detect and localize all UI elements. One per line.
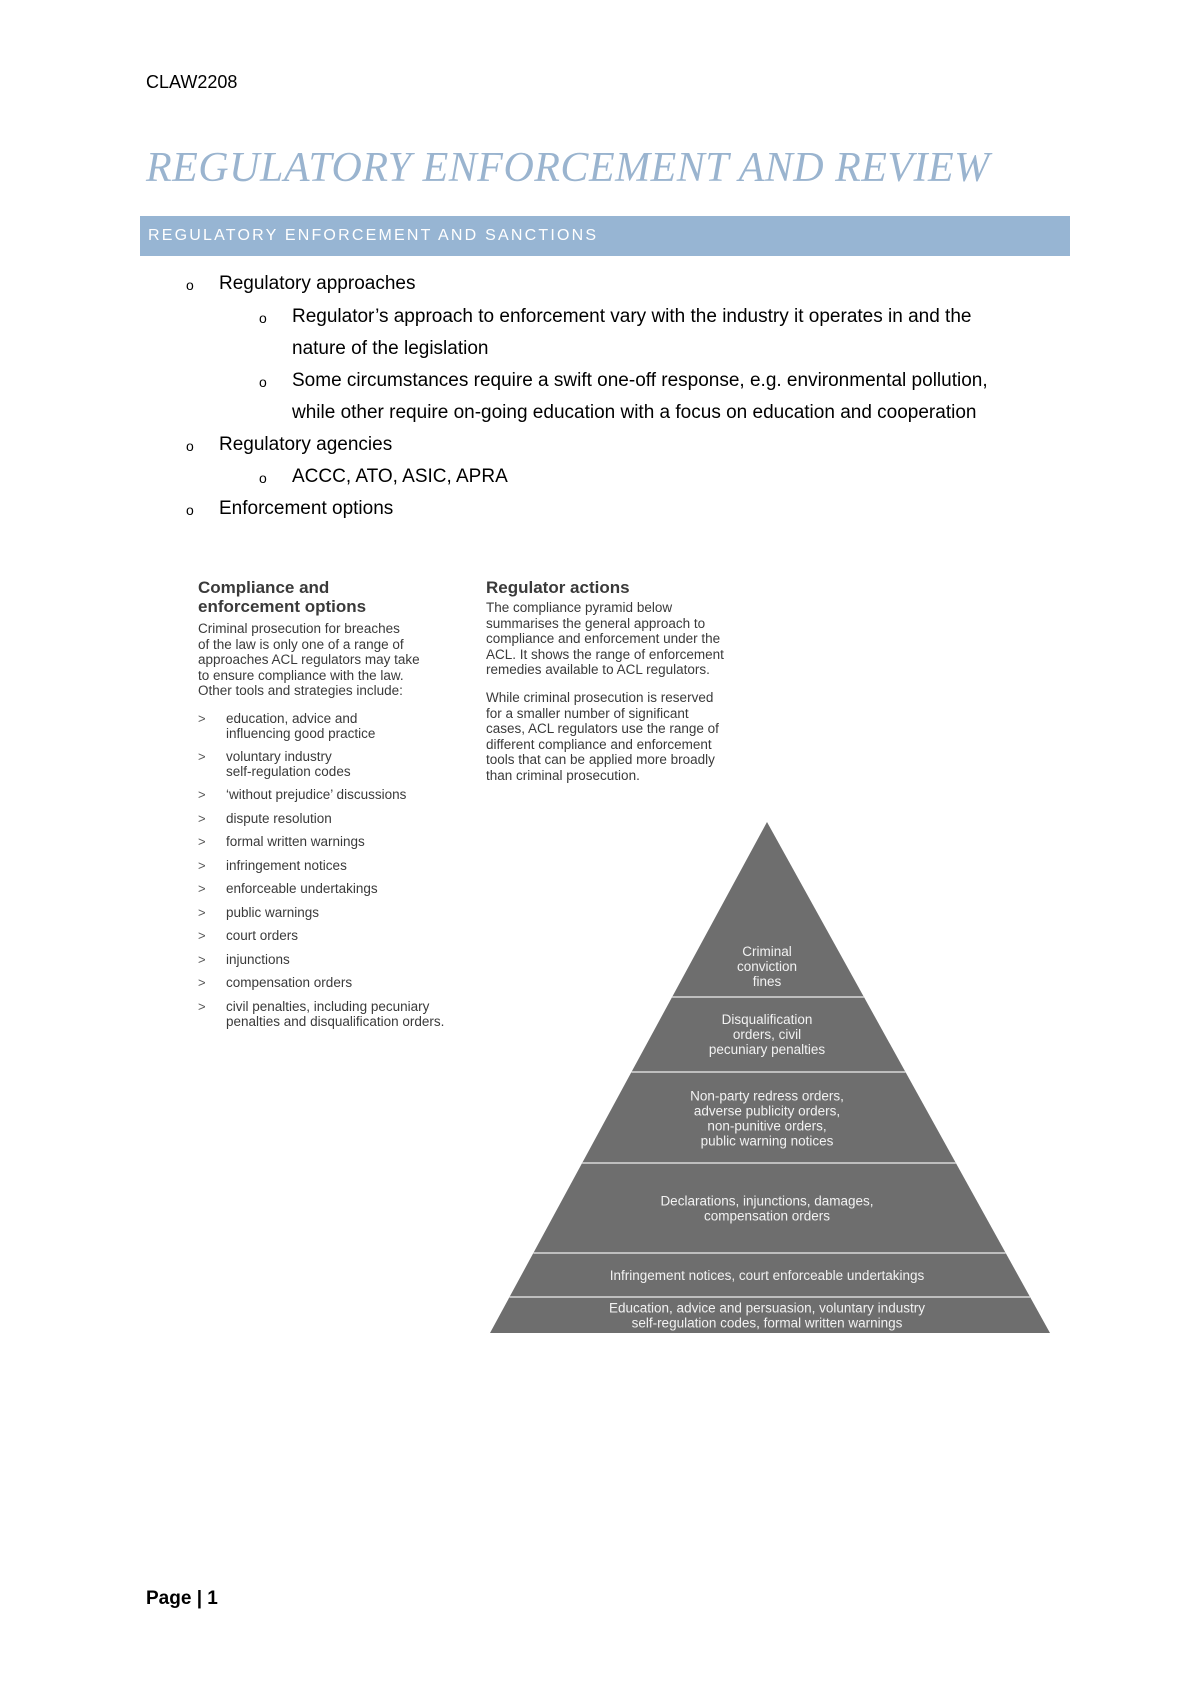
figure-right-para2-line: different compliance and enforcement <box>486 736 712 752</box>
sub-bullet-circumstances-line2: while other require on-going education with a focus on education and cooperation <box>292 402 977 423</box>
figure-left-intro-line: of the law is only one of a range of <box>198 636 404 652</box>
pyramid-level-label: Infringement notices, court enforceable undertakings <box>609 1268 925 1283</box>
option-item: court orders <box>226 928 299 943</box>
bullet-enforcement-options: Enforcement options <box>219 498 394 519</box>
option-item: influencing good practice <box>226 726 376 741</box>
option-item: formal written warnings <box>226 834 365 849</box>
option-item: infringement notices <box>226 857 347 873</box>
figure-right-para1-line: The compliance pyramid below <box>486 600 673 615</box>
option-arrow: > <box>198 881 206 896</box>
option-item: ‘without prejudice’ discussions <box>226 787 407 802</box>
option-arrow: > <box>198 975 206 990</box>
course-code: CLAW2208 <box>146 72 238 92</box>
figure-left-intro-line: Criminal prosecution for breaches <box>198 621 400 636</box>
option-arrow: > <box>198 998 206 1014</box>
bullet-marker: o <box>186 438 194 454</box>
option-arrow: > <box>198 810 206 826</box>
pyramid-level-label: public warning notices <box>700 1133 834 1149</box>
option-item: civil penalties, including pecuniary <box>226 998 430 1014</box>
bullet-regulatory-approaches: Regulatory approaches <box>219 273 416 294</box>
option-item: injunctions <box>226 951 290 967</box>
sub-bullet-circumstances-line1: Some circumstances require a swift one-off response, e.g. environmental pollution, <box>292 370 988 391</box>
pyramid-level-label: Disqualification <box>721 1012 813 1027</box>
compliance-pyramid <box>190 578 1070 1338</box>
figure-left-heading-line2: enforcement options <box>198 597 367 616</box>
figure-left-intro-line: to ensure compliance with the law. <box>198 667 404 683</box>
pyramid-level-label: orders, civil <box>732 1027 802 1042</box>
option-arrow: > <box>198 787 206 802</box>
section-heading-bar <box>140 216 1070 256</box>
option-arrow: > <box>198 904 206 920</box>
pyramid-level-label: conviction <box>736 959 798 974</box>
pyramid-level-label: Criminal <box>742 944 792 959</box>
page-footer <box>146 1588 218 1610</box>
pyramid-level-label: Education, advice and persuasion, voluntary industry <box>609 1300 925 1316</box>
figure-right-para2-line: cases, ACL regulators use the range of <box>486 721 719 736</box>
document-title: REGULATORY ENFORCEMENT AND REVIEW <box>146 145 990 191</box>
bullet-marker: o <box>186 502 194 518</box>
option-arrow: > <box>198 711 206 726</box>
figure-right-para1-line: ACL. It shows the range of enforcement <box>486 646 724 662</box>
pyramid-level-label: non-punitive orders, <box>707 1118 827 1134</box>
figure-right-para2-line: tools that can be applied more broadly <box>486 752 715 767</box>
option-item: education, advice and <box>226 711 358 726</box>
option-item: public warnings <box>226 904 320 920</box>
option-item: compensation orders <box>226 975 353 990</box>
pyramid-level-label: self-regulation codes, formal written warnings <box>631 1315 903 1331</box>
sub-bullet-approach-line2: nature of the legislation <box>292 338 489 359</box>
option-arrow: > <box>198 928 206 943</box>
compliance-figure <box>190 578 1070 1338</box>
option-arrow: > <box>198 749 206 764</box>
sub-bullet-approach-line1: Regulator’s approach to enforcement vary with the industry it operates in and the <box>292 306 972 327</box>
pyramid-level-label: Declarations, injunctions, damages, <box>660 1193 874 1209</box>
pyramid-level-label: adverse publicity orders, <box>693 1103 841 1119</box>
option-item: dispute resolution <box>226 810 332 826</box>
option-item: self-regulation codes <box>226 764 351 779</box>
option-arrow: > <box>198 951 206 967</box>
bullet-marker: o <box>186 277 194 293</box>
pyramid-level-label: fines <box>752 974 782 989</box>
bullet-marker: o <box>259 470 267 486</box>
page-label: Page | <box>146 1588 203 1609</box>
figure-right-para2-line: than criminal prosecution. <box>486 767 640 783</box>
section-heading: REGULATORY ENFORCEMENT AND SANCTIONS <box>148 227 599 244</box>
option-item: voluntary industry <box>226 749 332 764</box>
figure-right-para1-line: summarises the general approach to <box>486 615 706 631</box>
figure-left-intro-line: approaches ACL regulators may take <box>198 652 420 667</box>
pyramid-level-label: compensation orders <box>703 1208 831 1224</box>
option-item: enforceable undertakings <box>226 881 378 896</box>
figure-right-para1-line: remedies available to ACL regulators. <box>486 662 710 677</box>
figure-left-heading-line1: Compliance and <box>198 578 330 597</box>
pyramid-level-label: pecuniary penalties <box>708 1042 826 1057</box>
bullet-marker: o <box>259 310 267 326</box>
bullet-regulatory-agencies: Regulatory agencies <box>219 434 393 455</box>
option-item: penalties and disqualification orders. <box>226 1013 445 1029</box>
figure-right-heading: Regulator actions <box>486 578 630 597</box>
figure-right-para2-line: While criminal prosecution is reserved <box>486 690 714 705</box>
page-number: 1 <box>207 1588 218 1609</box>
figure-left-intro-line: Other tools and strategies include: <box>198 683 403 698</box>
sub-bullet-agencies: ACCC, ATO, ASIC, APRA <box>292 466 508 487</box>
option-arrow: > <box>198 857 206 873</box>
pyramid-shape <box>490 822 1050 1333</box>
option-arrow: > <box>198 834 206 849</box>
figure-right-para2-line: for a smaller number of significant <box>486 705 689 721</box>
bullet-marker: o <box>259 374 267 390</box>
figure-right-para1-line: compliance and enforcement under the <box>486 631 721 646</box>
pyramid-level-label: Non-party redress orders, <box>690 1088 844 1104</box>
